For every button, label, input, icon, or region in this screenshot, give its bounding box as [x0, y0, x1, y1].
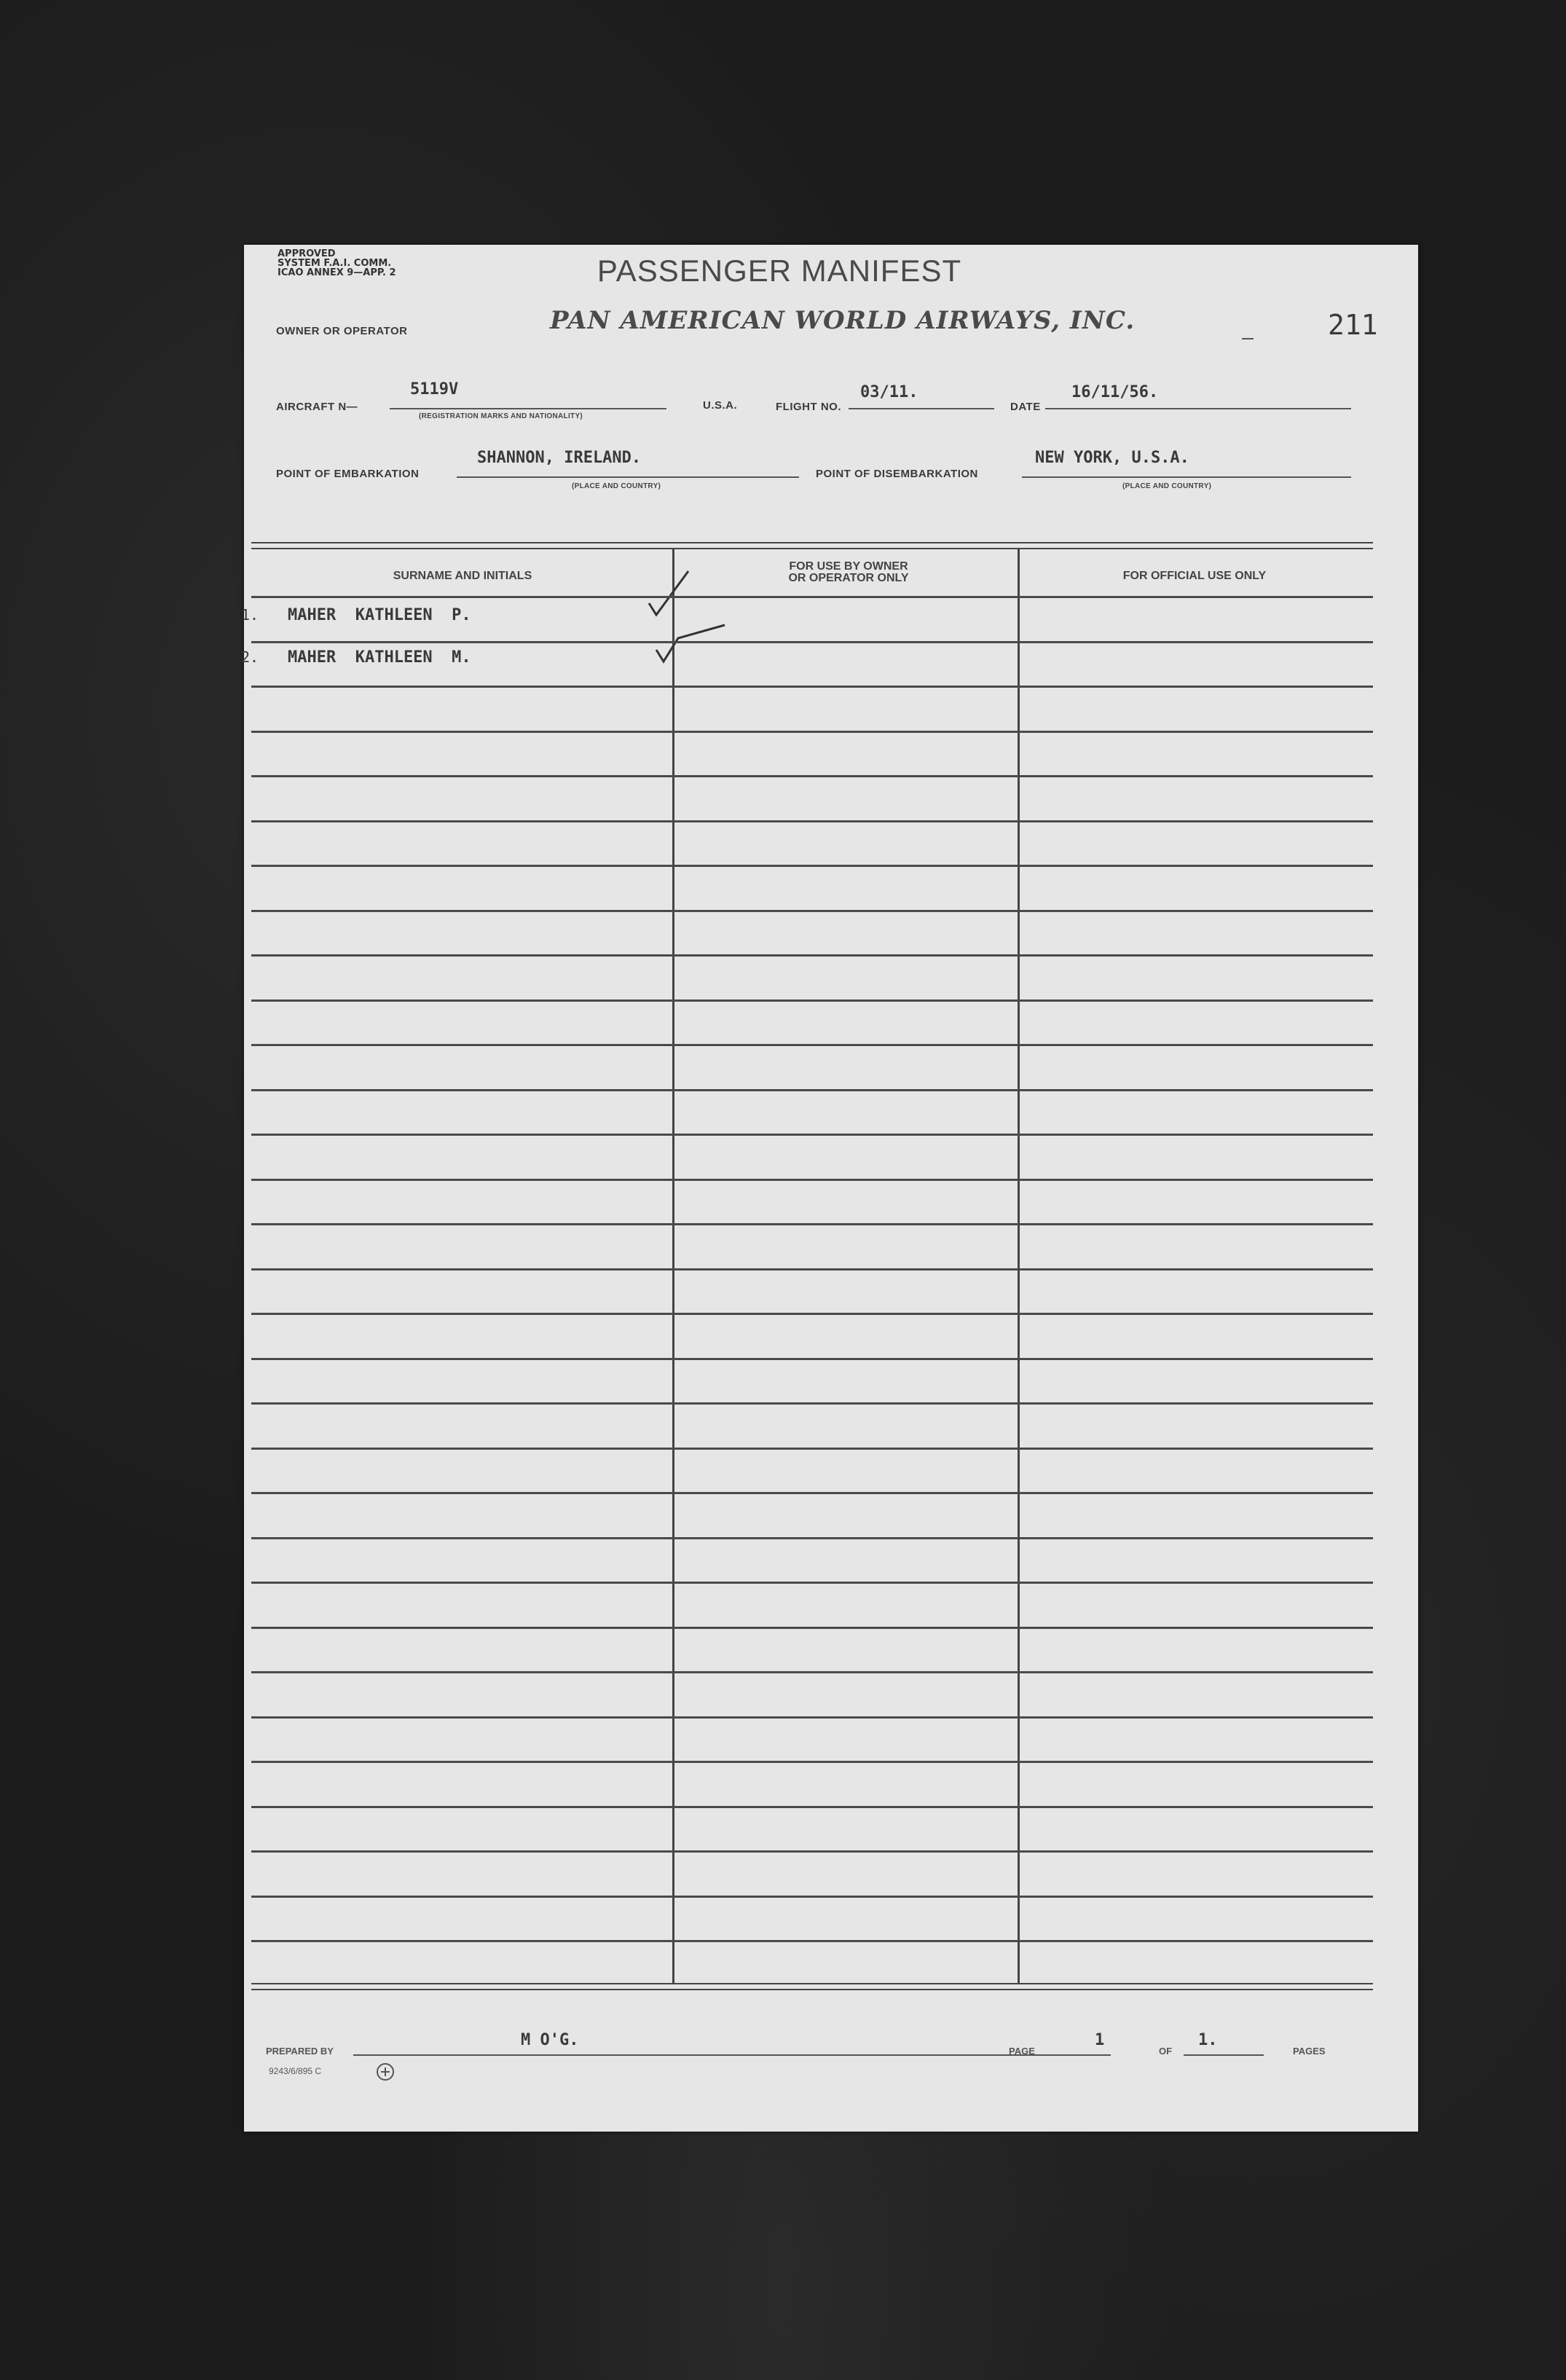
table-row-line: [251, 1044, 1373, 1046]
table-row-line: [251, 954, 1373, 957]
flight-underline: [849, 408, 994, 409]
table-row-line: [251, 1402, 1373, 1405]
table-row-line: [251, 1671, 1373, 1673]
page-total: 1.: [1198, 2031, 1218, 2049]
page-number: 1: [1095, 2031, 1105, 2049]
flight-date: 16/11/56.: [1071, 383, 1159, 401]
row-number: 2.: [241, 648, 259, 666]
table-row-line: [251, 1448, 1373, 1450]
page-label: PAGE: [1009, 2046, 1035, 2057]
page-total-underline: [1184, 2054, 1264, 2056]
column-divider-2: [1018, 549, 1020, 1983]
table-row-line: [251, 1268, 1373, 1270]
table-row-line: [251, 731, 1373, 733]
table-row-line: [251, 999, 1373, 1002]
embarkation-label: POINT OF EMBARKATION: [276, 468, 420, 480]
prepared-by-value: M O'G.: [521, 2031, 579, 2049]
flight-no-label: FLIGHT NO.: [776, 401, 841, 413]
printer-seal-icon: [375, 2062, 396, 2082]
document-number: 211: [1328, 309, 1378, 341]
manifest-sheet: [241, 245, 1418, 2132]
aircraft-label: AIRCRAFT N—: [276, 401, 358, 413]
embarkation-caption: (PLACE AND COUNTRY): [572, 482, 661, 490]
table-row-line: [251, 1358, 1373, 1360]
underline: [1242, 338, 1254, 339]
embarkation-underline: [457, 476, 799, 478]
table-row-line: [251, 775, 1373, 777]
date-label: DATE: [1010, 401, 1041, 413]
table-row-line: [251, 596, 1373, 598]
passenger-name: MAHER KATHLEEN M.: [288, 648, 471, 667]
flight-number: 03/11.: [860, 383, 918, 401]
checkmark-icon: [652, 624, 732, 675]
table-row-line: [251, 1179, 1373, 1181]
date-underline: [1045, 408, 1351, 409]
table-row-line: [251, 1089, 1373, 1091]
document-title: PASSENGER MANIFEST: [597, 254, 962, 288]
approval-line: APPROVED: [278, 248, 336, 259]
pages-label: PAGES: [1293, 2046, 1326, 2057]
registration-caption: (REGISTRATION MARKS AND NATIONALITY): [419, 412, 583, 420]
table-row-line: [251, 1716, 1373, 1719]
table-row-line: [251, 1627, 1373, 1629]
disembarkation-place: NEW YORK, U.S.A.: [1035, 449, 1189, 467]
table-top-rule: [251, 542, 1373, 549]
aircraft-number: 5119V: [410, 380, 459, 398]
prepared-by-underline: [353, 2054, 1111, 2056]
form-code: 9243/6/895 C: [269, 2066, 322, 2076]
embarkation-place: SHANNON, IRELAND.: [477, 449, 642, 467]
table-bottom-rule: [251, 1983, 1373, 1990]
table-row-line: [251, 1313, 1373, 1315]
table-row-line: [251, 820, 1373, 822]
surname-column-header: SURNAME AND INITIALS: [393, 570, 532, 582]
operator-name: PAN AMERICAN WORLD AIRWAYS, INC.: [550, 306, 1136, 335]
row-number: 1.: [241, 606, 259, 624]
disembarkation-underline: [1022, 476, 1351, 478]
prepared-by-label: PREPARED BY: [266, 2046, 334, 2057]
table-row-line: [251, 686, 1373, 688]
table-row-line: [251, 1537, 1373, 1539]
usa-label: U.S.A.: [703, 399, 738, 412]
table-row-line: [251, 1134, 1373, 1136]
approval-line: ICAO ANNEX 9—APP. 2: [278, 267, 396, 278]
disembarkation-caption: (PLACE AND COUNTRY): [1122, 482, 1212, 490]
aircraft-underline: [390, 408, 666, 409]
table-row-line: [251, 1582, 1373, 1584]
passenger-name: MAHER KATHLEEN P.: [288, 606, 471, 624]
approval-line: SYSTEM F.A.I. COMM.: [278, 258, 392, 269]
table-row-line: [251, 910, 1373, 912]
table-row-line: [251, 1761, 1373, 1763]
owner-use-column-header: FOR USE BY OWNER OR OPERATOR ONLY: [788, 560, 909, 584]
disembarkation-label: POINT OF DISEMBARKATION: [816, 468, 978, 480]
table-row-line: [251, 1492, 1373, 1494]
table-row-line: [251, 1850, 1373, 1853]
official-use-column-header: FOR OFFICIAL USE ONLY: [1122, 570, 1267, 582]
table-row-line: [251, 1896, 1373, 1898]
of-label: OF: [1159, 2046, 1173, 2057]
table-row-line: [251, 865, 1373, 867]
column-divider-1: [672, 549, 674, 1983]
table-row-line: [251, 1223, 1373, 1225]
table-row-line: [251, 1806, 1373, 1808]
table-row-line: [251, 1940, 1373, 1942]
owner-operator-label: OWNER OR OPERATOR: [276, 325, 408, 337]
table-row-line: [251, 641, 1373, 643]
